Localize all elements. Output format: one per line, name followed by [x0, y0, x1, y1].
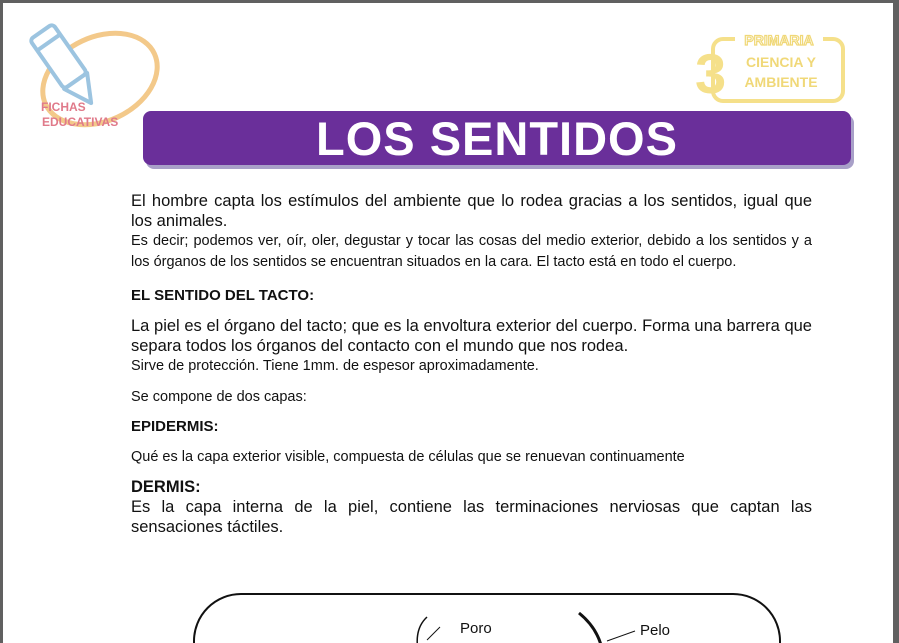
svg-text:FICHAS: FICHAS [41, 100, 86, 114]
svg-text:EDUCATIVAS: EDUCATIVAS [42, 115, 119, 129]
dermis-text: Es la capa interna de la piel, contiene las terminaciones nerviosas que captan las sensaciones táctiles. [131, 498, 812, 536]
epidermis-heading: EPIDERMIS: [131, 418, 219, 435]
label-pelo: Pelo [640, 622, 671, 639]
tacto-paragraph-2: Sirve de protección. Tiene 1mm. de espesor aproximadamente. [131, 358, 539, 374]
svg-text:3: 3 [695, 42, 727, 105]
epidermis-text: Qué es la capa exterior visible, compuesta de células que se renuevan continuamente [131, 449, 685, 465]
page-title: LOS SENTIDOS [316, 111, 678, 165]
dermis-heading: DERMIS: [131, 478, 201, 496]
label-poro: Poro [460, 620, 492, 637]
skin-diagram-illustration [195, 595, 779, 643]
grade-badge [691, 31, 851, 107]
svg-text:AMBIENTE: AMBIENTE [744, 74, 818, 90]
title-banner [143, 111, 851, 165]
worksheet-content [131, 191, 812, 537]
tacto-heading: EL SENTIDO DEL TACTO: [131, 287, 315, 304]
intro-paragraph-2: Es decir; podemos ver, oír, oler, degustar y tocar las cosas del medio exterior, debido a los sentidos y a los órganos de los sentidos se encuentran situados en la cara. El tacto está en todo el cuerpo. [131, 233, 812, 270]
capas-text: Se compone de dos capas: [131, 389, 307, 405]
intro-paragraph-1: El hombre capta los estímulos del ambiente que lo rodea gracias a los sentidos, igual que los animales. [131, 192, 812, 230]
worksheet-page [3, 3, 893, 643]
tacto-paragraph-1: La piel es el órgano del tacto; que es la envoltura exterior del cuerpo. Forma una barrera que separa todos los órganos del contacto con el mundo que nos rodea. [131, 317, 812, 355]
svg-text:PRIMARIA: PRIMARIA [744, 32, 814, 48]
skin-diagram [193, 593, 781, 643]
svg-text:CIENCIA Y: CIENCIA Y [745, 54, 817, 70]
